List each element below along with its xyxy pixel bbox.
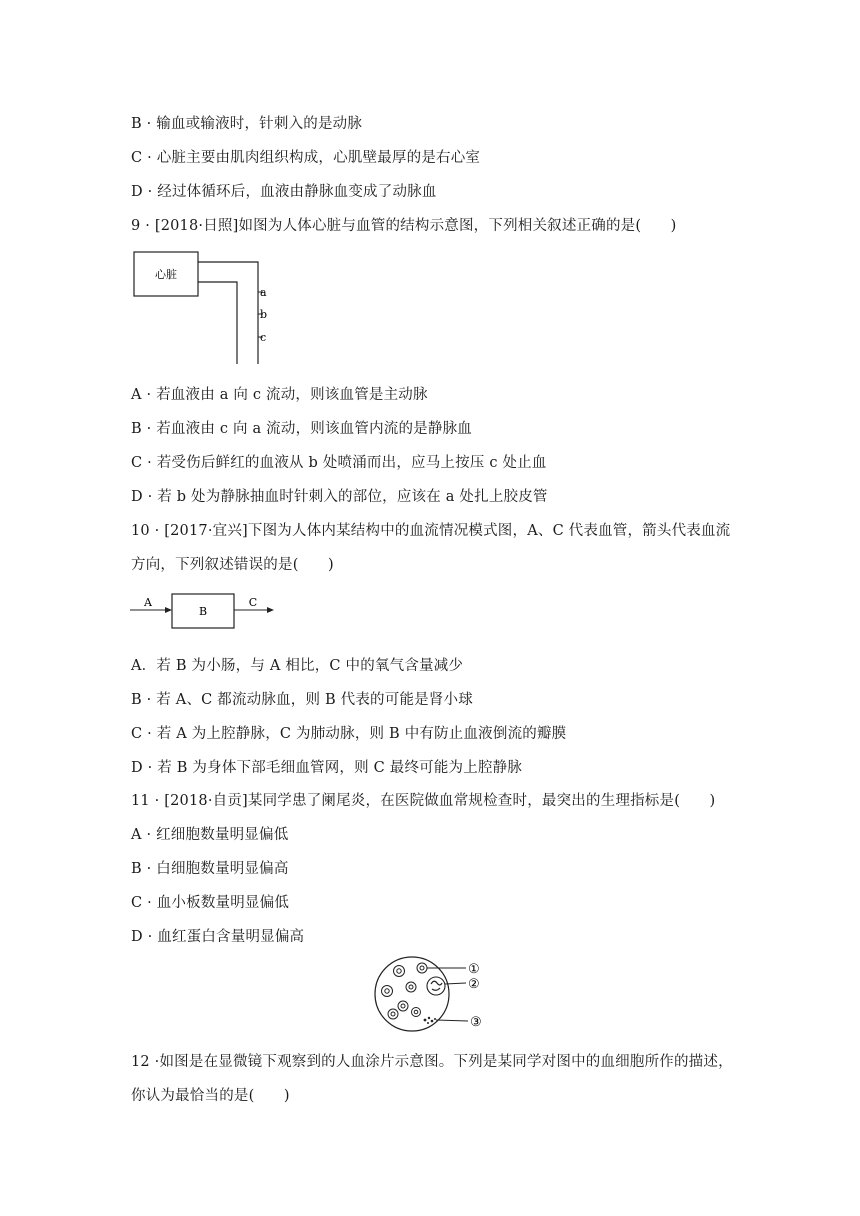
label-1: ①	[468, 962, 480, 977]
heart-label: 心脏	[155, 268, 177, 281]
q9-option-b: B · 若血液由 c 向 a 流动，则该血管内流的是静脉血	[131, 421, 472, 437]
arrow-out-head	[267, 607, 274, 613]
leader-line-2	[445, 983, 466, 984]
q10-option-c: C · 若 A 为上腔静脉，C 为肺动脉，则 B 中有防止血液倒流的瓣膜	[131, 726, 567, 742]
q10-option-a: A．若 B 为小肠，与 A 相比，C 中的氧气含量减少	[131, 658, 464, 674]
q8-option-c: C · 心脏主要由肌肉组织构成，心肌壁最厚的是右心室	[131, 150, 481, 166]
q12-stem-line1: 12 ·如图是在显微镜下观察到的人血涂片示意图。下列是某同学对图中的血细胞所作的描述，	[131, 1054, 733, 1070]
q10-stem-line2: 方向，下列叙述错误的是( )	[131, 557, 334, 573]
label-2: ②	[468, 977, 480, 992]
q11-option-b: B · 白细胞数量明显偏高	[131, 861, 289, 877]
q12-stem-line2: 你认为最恰当的是( )	[131, 1088, 290, 1104]
q9-option-c: C · 若受伤后鲜红的血液从 b 处喷涌而出，应马上按压 c 处止血	[131, 455, 547, 471]
q9-option-d: D · 若 b 处为静脉抽血时针刺入的部位，应该在 a 处扎上胶皮管	[131, 489, 548, 505]
vessel-outer-wall	[198, 262, 258, 364]
label-a: A	[144, 596, 152, 609]
blood-smear-diagram	[372, 954, 492, 1040]
q11-stem: 11 · [2018·自贡]某同学患了阑尾炎，在医院做血常规检查时，最突出的生理指标是( )	[131, 793, 716, 809]
label-a: a	[260, 286, 267, 299]
heart-vessel-diagram	[130, 248, 280, 370]
q9-option-a: A · 若血液由 a 向 c 流动，则该血管是主动脉	[131, 387, 428, 403]
label-3: ③	[470, 1015, 482, 1030]
vessel-inner-wall	[198, 282, 237, 364]
q9-stem: 9 · [2018·日照]如图为人体心脏与血管的结构示意图，下列相关叙述正确的是( )	[131, 218, 677, 234]
label-b: b	[260, 308, 268, 321]
q8-option-b: B · 输血或输液时，针刺入的是动脉	[131, 116, 363, 132]
q10-option-b: B · 若 A、C 都流动脉血，则 B 代表的可能是肾小球	[131, 692, 473, 708]
label-c: C	[248, 596, 258, 609]
label-b: B	[198, 605, 208, 618]
q11-option-d: D · 血红蛋白含量明显偏高	[131, 929, 305, 945]
blood-flow-diagram	[128, 588, 278, 636]
q10-option-d: D · 若 B 为身体下部毛细血管网，则 C 最终可能为上腔静脉	[131, 760, 523, 776]
q8-option-d: D · 经过体循环后，血液由静脉血变成了动脉血	[131, 184, 437, 200]
q10-stem-line1: 10 · [2017·宜兴]下图为人体内某结构中的血流情况模式图，A、C 代表血管，箭头代表血流	[131, 523, 731, 539]
arrow-in-head	[165, 607, 172, 613]
q11-option-a: A · 红细胞数量明显偏低	[131, 827, 289, 843]
leader-line-3	[436, 1020, 468, 1021]
label-c: c	[260, 331, 267, 344]
q11-option-c: C · 血小板数量明显偏低	[131, 895, 290, 911]
